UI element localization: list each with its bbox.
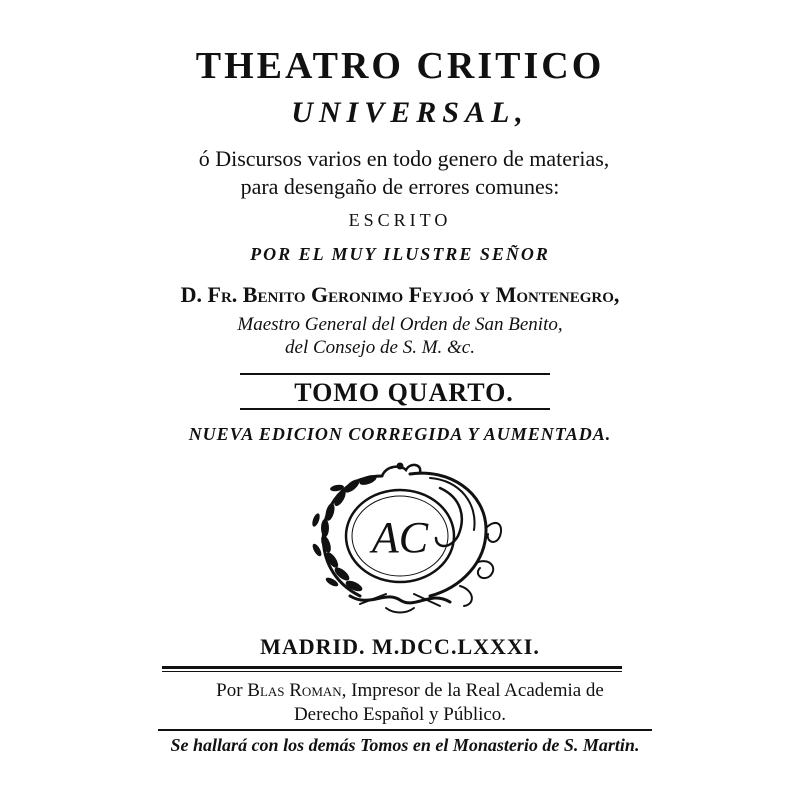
author-title-2: del Consejo de S. M. &c. xyxy=(285,337,475,358)
imprint-thin-rule xyxy=(162,671,622,672)
author-title-1: Maestro General del Orden de San Benito, xyxy=(237,314,563,335)
printer-name: Blas Roman, xyxy=(247,680,347,701)
author-name: D. Fr. Benito Geronimo Feyjoó y Montenegro, xyxy=(180,282,620,307)
title-line-1: THEATRO CRITICO xyxy=(195,45,605,87)
edition-note: NUEVA EDICION CORREGIDA Y AUMENTADA. xyxy=(188,424,612,444)
printer-rest: Impresor de la Real Academia de xyxy=(351,680,604,701)
subtitle-line-1: ó Discursos varios en todo genero de materias, xyxy=(198,146,610,171)
printer-line-1 xyxy=(0,680,800,702)
volume-bottom-rule xyxy=(240,408,550,410)
device-monogram: AC xyxy=(371,513,429,562)
printer-prefix: Por xyxy=(216,680,243,701)
title-line-2: UNIVERSAL, xyxy=(291,96,529,129)
por-el-line: POR EL MUY ILUSTRE SEÑOR xyxy=(250,244,550,264)
volume-label: TOMO QUARTO. xyxy=(294,378,514,407)
imprint-thick-rule xyxy=(162,666,622,669)
subtitle-line-2: para desengaño de errores comunes: xyxy=(240,174,560,199)
escrito-label: ESCRITO xyxy=(348,210,452,230)
imprint-place-date: MADRID. M.DCC.LXXXI. xyxy=(260,634,540,659)
printer-line-2: Derecho Español y Público. xyxy=(293,704,507,725)
printers-device-ornament xyxy=(290,458,510,618)
volume-top-rule xyxy=(240,373,550,375)
sale-note: Se hallará con los demás Tomos en el Monasterio de S. Martin. xyxy=(170,735,640,755)
sale-note-rule xyxy=(158,729,652,731)
